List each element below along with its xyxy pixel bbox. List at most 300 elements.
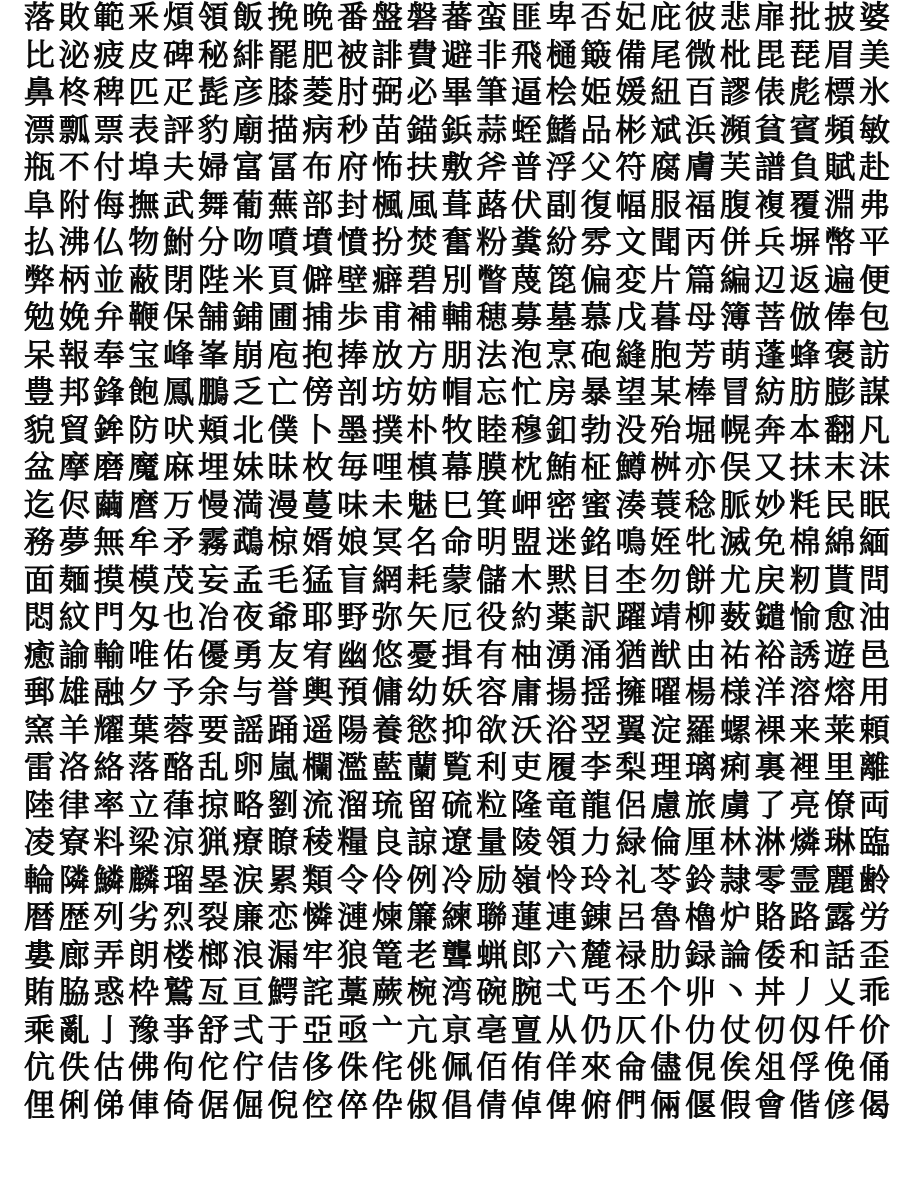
kanji-character: 幼 (406, 675, 438, 711)
kanji-character: 俾 (545, 1087, 577, 1124)
kanji-character: 隆 (511, 787, 543, 824)
kanji-character: 冨 (267, 150, 299, 186)
kanji-character: 霧 (197, 525, 229, 561)
kanji-character: 阜 (23, 187, 55, 224)
kanji-character: 脇 (58, 975, 90, 1011)
kanji-character: 弥 (371, 600, 403, 636)
kanji-character: 乖 (859, 975, 891, 1011)
kanji-character: 余 (197, 675, 229, 711)
kanji-character: 揖 (441, 637, 473, 674)
kanji-character: 蔽 (128, 262, 160, 299)
kanji-character: 翻 (824, 412, 856, 449)
kanji-character: 幅 (615, 187, 647, 224)
kanji-character: 吏 (511, 750, 543, 786)
kanji-character: 假 (719, 1087, 751, 1124)
kanji-character: 琳 (824, 825, 856, 861)
kanji-character: 佻 (406, 1050, 438, 1086)
kanji-character: 縫 (615, 337, 647, 374)
kanji-character: 估 (93, 1050, 125, 1086)
kanji-character: 亰 (441, 1012, 473, 1049)
kanji-character: 丱 (685, 975, 717, 1011)
kanji-character: 乱 (197, 750, 229, 786)
kanji-character: 楓 (371, 187, 403, 224)
kanji-character: 皮 (128, 37, 160, 74)
kanji-character: 便 (859, 262, 891, 299)
kanji-character: 麓 (580, 937, 612, 974)
kanji-character: 蔓 (302, 487, 334, 524)
kanji-character: 胞 (650, 337, 682, 374)
kanji-character: 辺 (754, 262, 786, 299)
kanji-character: 戊 (615, 300, 647, 336)
kanji-character: 筆 (476, 75, 508, 111)
kanji-character: 朴 (406, 412, 438, 449)
kanji-character: 票 (93, 112, 125, 149)
kanji-character: 傍 (302, 375, 334, 411)
character-row (22, 788, 892, 826)
kanji-character: 秒 (337, 112, 369, 149)
kanji-character: 律 (58, 787, 90, 824)
kanji-character: 菱 (302, 75, 334, 111)
kanji-character: 斌 (650, 112, 682, 149)
kanji-character: 螺 (719, 712, 751, 749)
kanji-character: 物 (128, 225, 160, 261)
kanji-character: 乏 (232, 375, 264, 411)
kanji-character: 敏 (859, 112, 891, 149)
kanji-character: 訪 (859, 337, 891, 374)
kanji-character: 籾 (789, 562, 821, 599)
kanji-character: 竜 (545, 787, 577, 824)
kanji-character: 箕 (476, 487, 508, 524)
kanji-character: 臨 (859, 825, 891, 861)
kanji-character: 溜 (337, 787, 369, 824)
kanji-character: 鵬 (197, 375, 229, 411)
kanji-character: 表 (128, 112, 160, 149)
kanji-character: 丙 (685, 225, 717, 261)
kanji-character: 浪 (232, 937, 264, 974)
kanji-character: 楊 (685, 675, 717, 711)
kanji-character: 于 (267, 1012, 299, 1049)
kanji-character: 励 (476, 862, 508, 899)
kanji-character: 嶺 (511, 862, 543, 899)
kanji-character: 旅 (685, 787, 717, 824)
kanji-character: 裸 (754, 712, 786, 749)
kanji-character: 蔑 (511, 262, 543, 299)
kanji-character: 民 (824, 487, 856, 524)
kanji-character: 連 (545, 900, 577, 936)
kanji-character: 慮 (650, 787, 682, 824)
kanji-character: 李 (580, 750, 612, 786)
kanji-character: 彪 (789, 75, 821, 111)
kanji-character: 塁 (197, 862, 229, 899)
kanji-character: 柾 (580, 450, 612, 486)
kanji-character: 名 (406, 525, 438, 561)
kanji-character: 伏 (511, 187, 543, 224)
kanji-character: 伜 (371, 1087, 403, 1124)
kanji-character: 盲 (337, 562, 369, 599)
kanji-character: 秘 (197, 37, 229, 74)
kanji-character: 夫 (163, 150, 195, 186)
kanji-character: 歪 (859, 937, 891, 974)
kanji-character: 落 (23, 0, 55, 36)
kanji-character: 惑 (93, 975, 125, 1011)
kanji-character: 府 (337, 150, 369, 186)
kanji-character: 諒 (406, 825, 438, 861)
kanji-character: 佗 (197, 1050, 229, 1086)
kanji-character: 倅 (337, 1087, 369, 1124)
kanji-character: 剖 (337, 375, 369, 411)
kanji-character: 洛 (58, 750, 90, 786)
kanji-character: 釦 (545, 412, 577, 449)
kanji-character: 方 (406, 337, 438, 374)
kanji-character: 庸 (511, 675, 543, 711)
kanji-character: 沫 (859, 450, 891, 486)
kanji-character: 標 (824, 75, 856, 111)
kanji-character: 容 (476, 675, 508, 711)
kanji-character: 勉 (23, 300, 55, 336)
kanji-character: 桧 (545, 75, 577, 111)
kanji-character: 倔 (232, 1087, 264, 1124)
kanji-character: 婿 (302, 525, 334, 561)
kanji-character: 遼 (441, 825, 473, 861)
kanji-character: 俸 (824, 300, 856, 336)
kanji-character: 棉 (789, 525, 821, 561)
kanji-character: 領 (197, 0, 229, 36)
kanji-character: 穆 (511, 412, 543, 449)
kanji-character: 米 (232, 262, 264, 299)
kanji-character: 厘 (685, 825, 717, 861)
kanji-character: 倣 (789, 300, 821, 336)
kanji-character: 嵐 (267, 750, 299, 786)
kanji-character: 風 (406, 187, 438, 224)
character-row (22, 938, 892, 976)
kanji-character: 癖 (371, 262, 403, 299)
kanji-character: 併 (719, 225, 751, 261)
kanji-character: 弍 (232, 1012, 264, 1049)
kanji-character: 藍 (371, 750, 403, 786)
kanji-character: 鮒 (163, 225, 195, 261)
kanji-character: 寮 (58, 825, 90, 861)
kanji-character: 輿 (302, 675, 334, 711)
kanji-character: 卑 (545, 0, 577, 36)
character-row (22, 225, 892, 263)
kanji-character: 俘 (789, 1050, 821, 1086)
kanji-character: 黙 (545, 562, 577, 599)
kanji-character: 埋 (197, 450, 229, 486)
kanji-character: 禄 (615, 937, 647, 974)
kanji-character: 靖 (650, 600, 682, 636)
kanji-character: 平 (859, 225, 891, 261)
kanji-character: 鱒 (615, 450, 647, 486)
kanji-character: 妖 (441, 675, 473, 711)
kanji-character: 問 (859, 562, 891, 599)
kanji-character: 範 (93, 0, 125, 36)
kanji-character: 敗 (58, 0, 90, 36)
kanji-character: 芳 (685, 337, 717, 374)
kanji-character: 暴 (580, 375, 612, 411)
kanji-character: 蓬 (754, 337, 786, 374)
kanji-character: 牧 (441, 412, 473, 449)
kanji-character: 様 (719, 675, 751, 711)
kanji-character: 苓 (650, 862, 682, 899)
kanji-character: 俎 (754, 1050, 786, 1086)
kanji-character: 勿 (650, 562, 682, 599)
kanji-character: 貧 (754, 112, 786, 149)
kanji-character: 髭 (197, 75, 229, 111)
kanji-character: 誹 (371, 37, 403, 74)
character-row (22, 600, 892, 638)
kanji-character: 里 (824, 750, 856, 786)
kanji-character: 泡 (511, 337, 543, 374)
kanji-character: 亊 (163, 1012, 195, 1049)
kanji-character: 並 (93, 262, 125, 299)
kanji-character: 佰 (476, 1050, 508, 1086)
kanji-character: 了 (754, 787, 786, 824)
kanji-character: 弗 (859, 187, 891, 224)
kanji-character: 悶 (23, 600, 55, 636)
kanji-character: 被 (337, 37, 369, 74)
kanji-character: 雷 (23, 750, 55, 786)
kanji-character: 労 (859, 900, 891, 936)
kanji-character: 彼 (685, 0, 717, 36)
kanji-character: 優 (197, 637, 229, 674)
kanji-character: 稜 (302, 825, 334, 861)
kanji-character: 墓 (545, 300, 577, 336)
kanji-character: 擁 (615, 675, 647, 711)
kanji-character: 廉 (232, 900, 264, 936)
kanji-character: 岬 (511, 487, 543, 524)
kanji-character: 弌 (545, 975, 577, 1011)
kanji-character: 六 (545, 937, 577, 974)
kanji-character: 仆 (650, 1012, 682, 1049)
kanji-character: 釆 (128, 0, 160, 36)
kanji-character: 貌 (23, 412, 55, 449)
kanji-character: 漣 (337, 900, 369, 936)
kanji-character: 牝 (685, 525, 717, 561)
kanji-character: 療 (232, 825, 264, 861)
kanji-character: 頻 (824, 112, 856, 149)
kanji-character: 蒙 (441, 562, 473, 599)
kanji-character: 瀕 (719, 112, 751, 149)
kanji-character: 扉 (754, 0, 786, 36)
kanji-character: 錬 (580, 900, 612, 936)
kanji-character: 譜 (754, 150, 786, 186)
kanji-character: 琉 (371, 787, 403, 824)
kanji-character: 亶 (511, 1012, 543, 1049)
kanji-character: 漏 (267, 937, 299, 974)
kanji-character: 絡 (93, 750, 125, 786)
kanji-character: 番 (337, 0, 369, 36)
kanji-character: 糞 (511, 225, 543, 261)
kanji-character: 紐 (650, 75, 682, 111)
kanji-character: 厄 (441, 600, 473, 636)
kanji-character: 模 (128, 562, 160, 599)
kanji-character: 隷 (719, 862, 751, 899)
character-row (22, 825, 892, 863)
kanji-character: 畢 (441, 75, 473, 111)
kanji-character: 璃 (685, 750, 717, 786)
kanji-character: 晩 (302, 0, 334, 36)
kanji-character: 涙 (232, 862, 264, 899)
kanji-character: 肘 (337, 75, 369, 111)
kanji-character: 洋 (754, 675, 786, 711)
kanji-character: 妨 (406, 375, 438, 411)
kanji-character: 躍 (615, 600, 647, 636)
kanji-character: 布 (302, 150, 334, 186)
kanji-character: 倆 (650, 1087, 682, 1124)
kanji-character: 漫 (267, 487, 299, 524)
kanji-character: 倨 (197, 1087, 229, 1124)
kanji-character: 論 (719, 937, 751, 974)
kanji-character: 餅 (685, 562, 717, 599)
kanji-character: 炉 (719, 900, 751, 936)
kanji-character: 堀 (685, 412, 717, 449)
kanji-character: 陽 (337, 712, 369, 749)
kanji-character: 来 (789, 712, 821, 749)
kanji-character: 呂 (615, 900, 647, 936)
kanji-character: 丶 (719, 975, 751, 1011)
kanji-character: 麺 (58, 562, 90, 599)
kanji-character: 砲 (580, 337, 612, 374)
kanji-character: 俐 (58, 1087, 90, 1124)
kanji-character: 杢 (615, 562, 647, 599)
kanji-character: 挽 (267, 0, 299, 36)
kanji-character: 庖 (267, 337, 299, 374)
kanji-character: 鑓 (754, 600, 786, 636)
kanji-character: 佑 (163, 637, 195, 674)
kanji-character: 矢 (406, 600, 438, 636)
character-row (22, 563, 892, 601)
character-row (22, 75, 892, 113)
kanji-character: 毛 (267, 562, 299, 599)
kanji-character: 硫 (441, 787, 473, 824)
kanji-character: 目 (580, 562, 612, 599)
kanji-character: 偈 (859, 1087, 891, 1124)
kanji-character: 復 (580, 187, 612, 224)
kanji-character: 僕 (267, 412, 299, 449)
kanji-character: 椋 (267, 525, 299, 561)
kanji-character: 俶 (406, 1087, 438, 1124)
kanji-character: 落 (128, 750, 160, 786)
kanji-character: 慾 (406, 712, 438, 749)
kanji-character: 没 (615, 412, 647, 449)
kanji-character: 冥 (371, 525, 403, 561)
kanji-character: 耶 (302, 600, 334, 636)
kanji-character: 冶 (197, 600, 229, 636)
kanji-character: 翌 (580, 712, 612, 749)
kanji-character: 融 (93, 675, 125, 711)
kanji-character: 櫓 (685, 900, 717, 936)
kanji-character: 要 (197, 712, 229, 749)
kanji-character: 腕 (511, 975, 543, 1011)
kanji-character: 傭 (371, 675, 403, 711)
kanji-character: 賄 (23, 975, 55, 1011)
kanji-character: 怖 (371, 150, 403, 186)
kanji-character: 捧 (337, 337, 369, 374)
kanji-character: 麻 (163, 450, 195, 486)
kanji-character: 不 (58, 150, 90, 186)
kanji-character: 紡 (754, 375, 786, 411)
kanji-character: 包 (859, 300, 891, 336)
kanji-character: 殆 (650, 412, 682, 449)
kanji-character: 罷 (267, 37, 299, 74)
kanji-character: 雰 (580, 225, 612, 261)
kanji-character: 用 (859, 675, 891, 711)
kanji-character: 箆 (545, 262, 577, 299)
kanji-character: 俵 (754, 75, 786, 111)
kanji-character: 亢 (406, 1012, 438, 1049)
kanji-character: 貿 (58, 412, 90, 449)
kanji-character: 泌 (58, 37, 90, 74)
kanji-character: 蛮 (476, 0, 508, 36)
kanji-character: 累 (267, 862, 299, 899)
kanji-character: 病 (302, 112, 334, 149)
kanji-character: 仂 (685, 1012, 717, 1049)
kanji-character: 慢 (197, 487, 229, 524)
character-row (22, 188, 892, 226)
kanji-character: 裏 (754, 750, 786, 786)
kanji-character: 腹 (719, 187, 751, 224)
kanji-character: 赴 (859, 150, 891, 186)
kanji-character: 履 (545, 750, 577, 786)
kanji-character: 匁 (128, 600, 160, 636)
kanji-character: 役 (476, 600, 508, 636)
kanji-character: 謡 (232, 712, 264, 749)
kanji-character: 料 (93, 825, 125, 861)
kanji-character: 蕨 (371, 975, 403, 1011)
kanji-character: 窯 (23, 712, 55, 749)
kanji-character: 磐 (406, 0, 438, 36)
kanji-character: 穂 (476, 300, 508, 336)
kanji-character: 葎 (163, 787, 195, 824)
kanji-character: 陵 (511, 825, 543, 861)
kanji-character: 裕 (754, 637, 786, 674)
kanji-character: 分 (197, 225, 229, 261)
kanji-character: 姫 (580, 75, 612, 111)
kanji-character: 牟 (128, 525, 160, 561)
kanji-character: 丐 (580, 975, 612, 1011)
kanji-character: 夢 (58, 525, 90, 561)
kanji-character: 尾 (650, 37, 682, 74)
kanji-character: 恋 (267, 900, 299, 936)
kanji-character: 友 (267, 637, 299, 674)
kanji-character: 例 (406, 862, 438, 899)
kanji-character: 椀 (406, 975, 438, 1011)
kanji-character: 烹 (545, 337, 577, 374)
kanji-character: 淀 (650, 712, 682, 749)
kanji-character: 隣 (58, 862, 90, 899)
kanji-character: 令 (337, 862, 369, 899)
kanji-character: 緋 (232, 37, 264, 74)
kanji-character: 摸 (93, 562, 125, 599)
kanji-character: 奔 (754, 412, 786, 449)
kanji-character: 和 (789, 937, 821, 974)
kanji-character: 邦 (58, 375, 90, 411)
kanji-character: 柊 (58, 75, 90, 111)
kanji-character: 葺 (441, 187, 473, 224)
kanji-character: 侶 (615, 787, 647, 824)
kanji-character: 倫 (650, 825, 682, 861)
kanji-character: 吻 (232, 225, 264, 261)
kanji-character: 仗 (719, 1012, 751, 1049)
kanji-character: 補 (406, 300, 438, 336)
kanji-character: 誉 (267, 675, 299, 711)
kanji-character: 藁 (337, 975, 369, 1011)
kanji-character: 甫 (371, 300, 403, 336)
kanji-character: 蘭 (406, 750, 438, 786)
kanji-character: 狼 (337, 937, 369, 974)
kanji-character: 眉 (824, 37, 856, 74)
kanji-character: 抑 (441, 712, 473, 749)
